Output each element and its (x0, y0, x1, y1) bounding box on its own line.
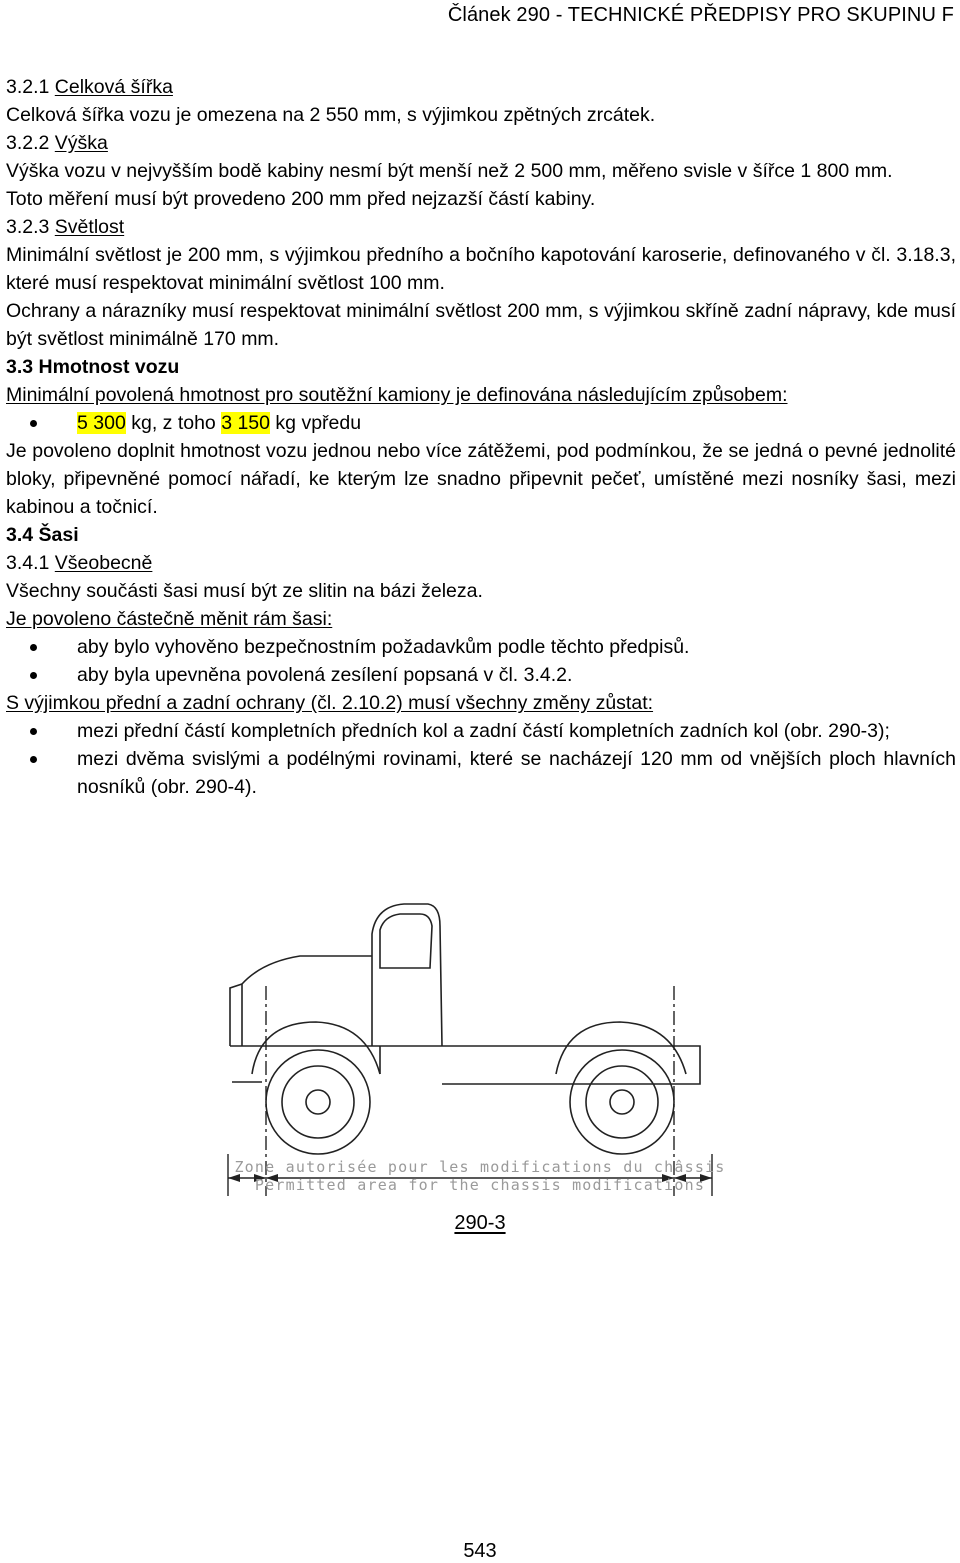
page-number: 543 (463, 1540, 497, 1562)
highlight-total-weight: 5 300 (77, 412, 126, 434)
allowed-changes-list (6, 633, 956, 689)
section-3-4-1-heading: 3.4.1 Všeobecně (6, 552, 153, 574)
exception-heading: S výjimkou přední a zadní ochrany (čl. 2.10.2) musí všechny změny zůstat: (6, 692, 654, 714)
section-3-2-2-text: Výška vozu v nejvyšším bodě kabiny nesmí být menší než 2 500 mm, měřeno svisle v šířce 1 800 mm. (6, 160, 893, 182)
section-3-4-1-text: Všechny součásti šasi musí být ze slitin na bázi železa. (6, 580, 483, 602)
section-3-2-1-text: Celková šířka vozu je omezena na 2 550 mm, s výjimkou zpětných zrcátek. (6, 104, 656, 126)
list-item: mezi přední částí kompletních předních kol a zadní částí kompletních zadních kol (obr. 290-3); (6, 717, 956, 745)
truck-outline (230, 904, 700, 1154)
section-3-2-3-text2: Ochrany a nárazníky musí respektovat minimální světlost 200 mm, s výjimkou skříně zadní nápravy, kde musí být světlost minimálně 170 mm. (6, 300, 956, 350)
allowed-changes-heading: Je povoleno částečně měnit rám šasi: (6, 608, 333, 630)
grille (230, 984, 242, 1046)
list-item: aby byla upevněna povolená zesílení popsaná v čl. 3.4.2. (6, 661, 956, 689)
section-3-2-3-heading: 3.2.3 Světlost (6, 216, 125, 238)
weight-list (6, 409, 956, 437)
section-3-3-heading: 3.3 Hmotnost vozu (6, 356, 180, 378)
truck-diagram (0, 896, 960, 1196)
section-title: Celková šířka (54, 76, 173, 98)
list-item: mezi dvěma svislými a podélnými rovinami, které se nacházejí 120 mm od vnějších ploch hlavních nosníků (obr. 290-4). (6, 745, 956, 801)
section-title: Světlost (54, 216, 125, 238)
change-limits-list (6, 717, 956, 801)
section-title: Všeobecně (54, 552, 153, 574)
list-item: 5 300 kg, z toho 3 150 kg vpředu (6, 409, 956, 437)
section-3-2-2-heading: 3.2.2 Výška (6, 132, 108, 154)
list-item: aby bylo vyhověno bezpečnostním požadavkům podle těchto předpisů. (6, 633, 956, 661)
section-3-3-text: Je povoleno doplnit hmotnost vozu jednou nebo více zátěžemi, pod podmínkou, že se jedná o pevné jednolité bloky, připevněné pomocí nářadí, ke kterým lze snadno připevnit pečeť, umístěné mezi nosníky šasi, mezi kabinou a točnicí. (6, 440, 956, 518)
figure-caption-en: Permitted area for the chassis modifications (254, 1176, 706, 1194)
section-3-2-1-heading: 3.2.1 Celková šířka (6, 76, 173, 98)
figure-label: 290-3 (454, 1212, 506, 1234)
figure-290-3 (0, 896, 960, 1196)
section-3-4-heading: 3.4 Šasi (6, 524, 79, 546)
section-3-3-intro: Minimální povolená hmotnost pro soutěžní kamiony je definována následujícím způsobem: (6, 384, 788, 406)
section-3-2-3-text: Minimální světlost je 200 mm, s výjimkou předního a bočního kapotování karoserie, definovaného v čl. 3.18.3, které musí respektovat minimální světlost 100 mm. (6, 244, 956, 294)
chassis-frame (442, 1046, 700, 1084)
section-3-2-2-text2: Toto měření musí být provedeno 200 mm před nejzazší částí kabiny. (6, 188, 596, 210)
document-body (6, 73, 956, 801)
cab-window (380, 914, 432, 968)
highlight-front-weight: 3 150 (221, 412, 271, 434)
page-header: Článek 290 - TECHNICKÉ PŘEDPISY PRO SKUPINU F (447, 4, 954, 26)
section-title: Výška (54, 132, 108, 154)
figure-caption-fr: Zone autorisée pour les modifications du châssis (234, 1158, 726, 1176)
